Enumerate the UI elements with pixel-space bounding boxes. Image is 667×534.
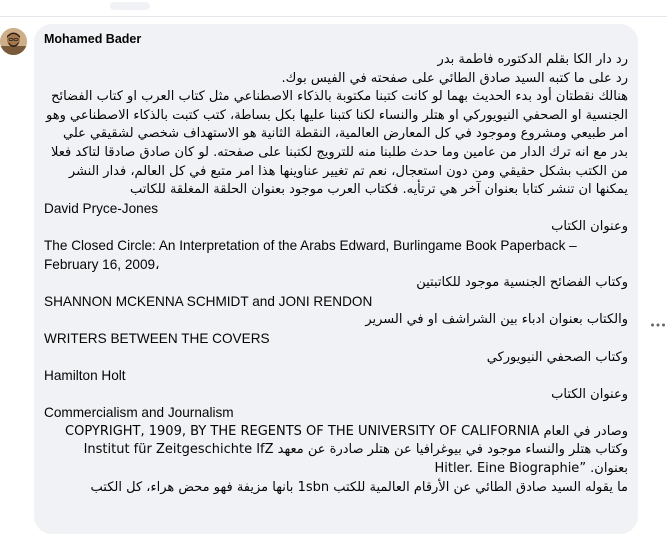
comment-line: Hamilton Holt xyxy=(44,368,126,384)
comment-line: والكتاب بعنوان ادباء بين الشراشف او في السرير xyxy=(365,312,628,328)
comment-line: وكتاب الفضائح الجنسية موجود للكاتبتين xyxy=(416,275,628,291)
comment-line: Commercialism and Journalism xyxy=(44,405,234,421)
previous-comment-edge xyxy=(0,0,667,17)
comment-arabic-paragraph xyxy=(44,51,628,200)
avatar[interactable] xyxy=(0,28,27,55)
more-options-icon[interactable] xyxy=(650,318,666,332)
comment-line: ما يقوله السيد صادق الطائي عن الأرقام العالمية للكتب 1sbn بانها مزيفة فهو محض هراء، كل الكتب xyxy=(90,479,628,495)
comment-author-name[interactable]: Mohamed Bader xyxy=(44,32,142,46)
comment-bubble xyxy=(34,24,638,534)
comment-line: SHANNON MCKENNA SCHMIDT and JONI RENDON xyxy=(44,293,373,309)
comment-lines xyxy=(44,200,628,498)
comment-line: WRITERS BETWEEN THE COVERS xyxy=(44,330,270,346)
comment-line: وكتاب هتلر والنساء موجود في بيوغرافيا عن هتلر صادرة عن معهد Institut für Zeitgeschichte IfZ بعنوان. ”Hitler. Eine Biographie xyxy=(83,442,628,477)
comment-line: وكتاب الصحفي النيويوركي xyxy=(486,349,628,365)
comment-line: The Closed Circle: An Interpretation of the Arabs Edward, Burlingame Book Paperback – February 16, 2009، xyxy=(44,237,577,272)
comment-line: وعنوان الكتاب xyxy=(551,386,628,402)
comment-body xyxy=(44,51,628,497)
profile-photo-icon xyxy=(0,28,27,55)
arabic-paragraph-line: رد على ما كتبه السيد صادق الطائي على صفحته في الفيس بوك. xyxy=(281,70,628,86)
arabic-paragraph-line: هنالك نقطتان أود بدء الحديث بهما لو كانت كتبنا مكتوبة بالذكاء الاصطناعي مثل كتاب العرب او كتاب الفضائح الجنسية او الصحفي النيويوركي او هتلر والنساء لكنا كتبنا عليها بكل بساطة، كتب كتبت بالذكاء الاصطناعي وهو امر طبيعي ومشروع وموجود في كل المعارض العالمية، النقطة الثانية هو الاستهداف شخصي لشقيقي علي بدر مع انه ترك الدار من عامين وما حدث طلبنا منه للترويج لكتبنا على صفحته. لو كان صادق صادقا لتاكد فعلا من الكتب بشكل حقيقي ومن دون استعجال، نعم تم تغيير عناوينها هذا امر متبع في كل العالم، فدار النشر يمكنها ان تنشر كتابا بعنوان آخر هي ترتأيه. فكتاب العرب موجود بعنوان الحلقة المغلقة للكاتب xyxy=(46,89,628,198)
comment-line: David Pryce-Jones xyxy=(44,200,159,216)
arabic-paragraph-line: رد دار الكا بقلم الدكتوره فاطمة بدر xyxy=(437,52,628,67)
previous-comment-remnant xyxy=(110,2,150,10)
comment-line: وصادر في العام COPYRIGHT, 1909, BY THE REGENTS OF THE UNIVERSITY OF CALIFORNIA xyxy=(65,423,628,439)
comment-line: وعنوان الكتاب xyxy=(551,219,628,235)
